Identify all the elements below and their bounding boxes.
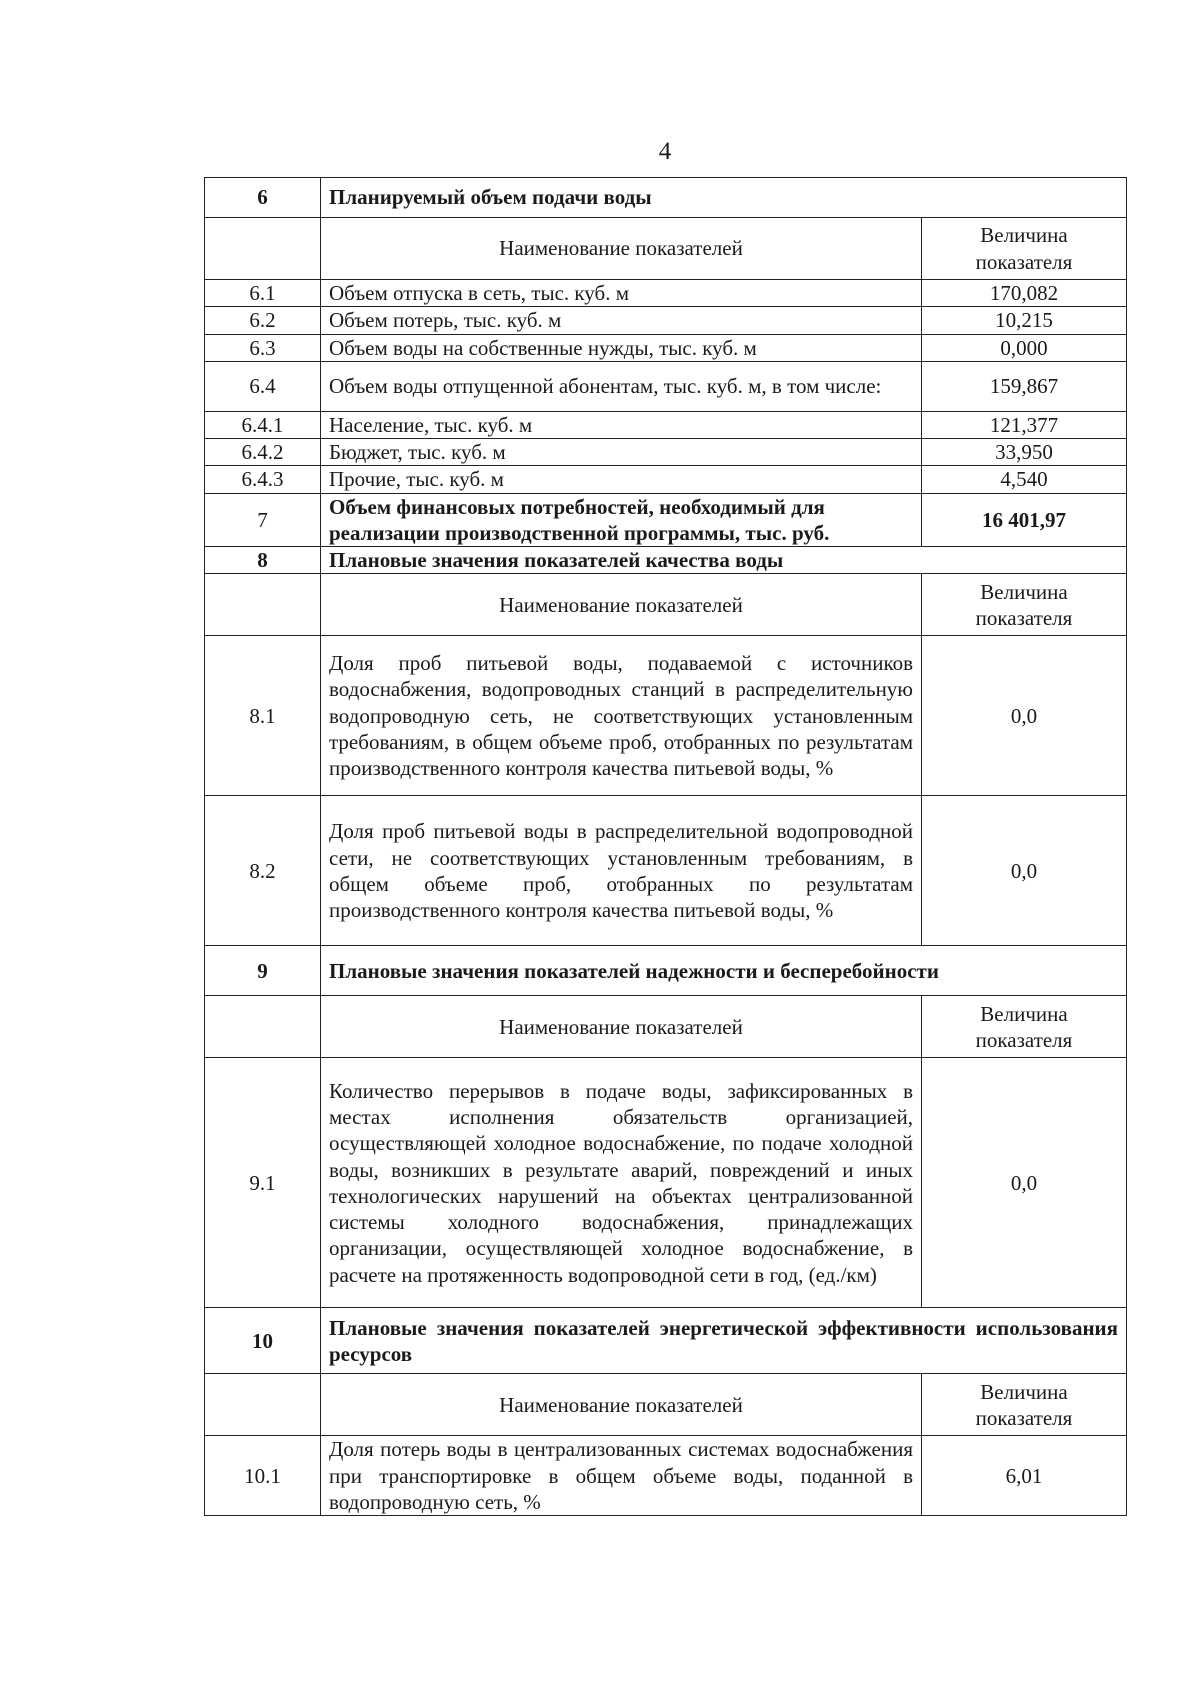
row-number: 6.4.3 (205, 466, 321, 493)
header-name: Наименование показателей (321, 218, 922, 280)
section-number: 7 (205, 493, 321, 547)
section-10-title-row (205, 1308, 1127, 1374)
table-row (205, 439, 1127, 466)
row-value: 0,0 (922, 636, 1127, 796)
header-empty-cell (205, 218, 321, 280)
row-number: 8.1 (205, 636, 321, 796)
row-value: 6,01 (922, 1436, 1127, 1516)
row-name: Доля проб питьевой воды в распределительной водопроводной сети, не соответствующих установленным требованиям, в общем объеме проб, отобранных по результатам производственного контроля качества питьевой воды, % (321, 796, 922, 946)
section-title: Плановые значения показателей надежности и бесперебойности (321, 946, 1127, 996)
header-value: Величина показателя (922, 218, 1127, 280)
table-row (205, 411, 1127, 438)
row-value: 0,000 (922, 334, 1127, 361)
row-number: 10.1 (205, 1436, 321, 1516)
header-value: Величина показателя (922, 996, 1127, 1058)
row-value: 33,950 (922, 439, 1127, 466)
section-9-header-row (205, 996, 1127, 1058)
section-title: Плановые значения показателей качества воды (321, 547, 1127, 574)
row-number: 6.2 (205, 307, 321, 334)
row-name: Прочие, тыс. куб. м (321, 466, 922, 493)
row-value: 0,0 (922, 796, 1127, 946)
row-value: 121,377 (922, 411, 1127, 438)
header-name: Наименование показателей (321, 574, 922, 636)
section-title: Планируемый объем подачи воды (321, 178, 1127, 218)
row-number: 6.4.2 (205, 439, 321, 466)
row-value: 170,082 (922, 280, 1127, 307)
table-row (205, 1058, 1127, 1308)
header-name: Наименование показателей (321, 1374, 922, 1436)
header-value: Величина показателя (922, 574, 1127, 636)
header-empty-cell (205, 996, 321, 1058)
table-row (205, 796, 1127, 946)
header-value: Величина показателя (922, 1374, 1127, 1436)
row-name: Объем отпуска в сеть, тыс. куб. м (321, 280, 922, 307)
section-number: 9 (205, 946, 321, 996)
row-name: Объем воды на собственные нужды, тыс. куб. м (321, 334, 922, 361)
row-name: Количество перерывов в подаче воды, зафиксированных в местах исполнения обязательств организацией, осуществляющей холодное водоснабжение, по подаче холодной воды, возникших в результате аварий, повреждений и иных технологических нарушений на объектах централизованной системы холодного водоснабжения, принадлежащих организации, осуществляющей холодное водоснабжение, в расчете на протяженность водопроводной сети в год, (ед./км) (321, 1058, 922, 1308)
row-name: Население, тыс. куб. м (321, 411, 922, 438)
section-number: 10 (205, 1308, 321, 1374)
section-8-title-row (205, 547, 1127, 574)
table-row (205, 334, 1127, 361)
header-name: Наименование показателей (321, 996, 922, 1058)
section-8-header-row (205, 574, 1127, 636)
row-name: Доля потерь воды в централизованных системах водоснабжения при транспортировке в общем объеме воды, поданной в водопроводную сеть, % (321, 1436, 922, 1516)
row-number: 9.1 (205, 1058, 321, 1308)
table-row (205, 1436, 1127, 1516)
section-10-header-row (205, 1374, 1127, 1436)
row-value: 4,540 (922, 466, 1127, 493)
row-number: 6.3 (205, 334, 321, 361)
table-row (205, 307, 1127, 334)
row-number: 6.4.1 (205, 411, 321, 438)
row-number: 6.4 (205, 361, 321, 411)
section-title: Плановые значения показателей энергетической эффективности использования ресурсов (321, 1308, 1127, 1374)
row-number: 8.2 (205, 796, 321, 946)
section-number: 8 (205, 547, 321, 574)
table-row (205, 466, 1127, 493)
row-number: 6.1 (205, 280, 321, 307)
section-7-row (205, 493, 1127, 547)
row-value: 16 401,97 (922, 493, 1127, 547)
row-value: 159,867 (922, 361, 1127, 411)
row-value: 10,215 (922, 307, 1127, 334)
indicators-table (204, 177, 1127, 1516)
table-row (205, 280, 1127, 307)
section-6-title-row (205, 178, 1127, 218)
page-number: 4 (658, 138, 672, 165)
table-row (205, 361, 1127, 411)
row-name: Объем потерь, тыс. куб. м (321, 307, 922, 334)
header-empty-cell (205, 1374, 321, 1436)
row-name: Объем воды отпущенной абонентам, тыс. куб. м, в том числе: (321, 361, 922, 411)
row-name: Доля проб питьевой воды, подаваемой с источников водоснабжения, водопроводных станций в распределительную водопроводную сеть, не соответствующих установленным требованиям, в общем объеме проб, отобранных по результатам производственного контроля качества питьевой воды, % (321, 636, 922, 796)
section-6-header-row (205, 218, 1127, 280)
section-title: Объем финансовых потребностей, необходимый для реализации производственной программы, тыс. руб. (321, 493, 922, 547)
row-name: Бюджет, тыс. куб. м (321, 439, 922, 466)
section-number: 6 (205, 178, 321, 218)
row-value: 0,0 (922, 1058, 1127, 1308)
section-9-title-row (205, 946, 1127, 996)
table-row (205, 636, 1127, 796)
header-empty-cell (205, 574, 321, 636)
